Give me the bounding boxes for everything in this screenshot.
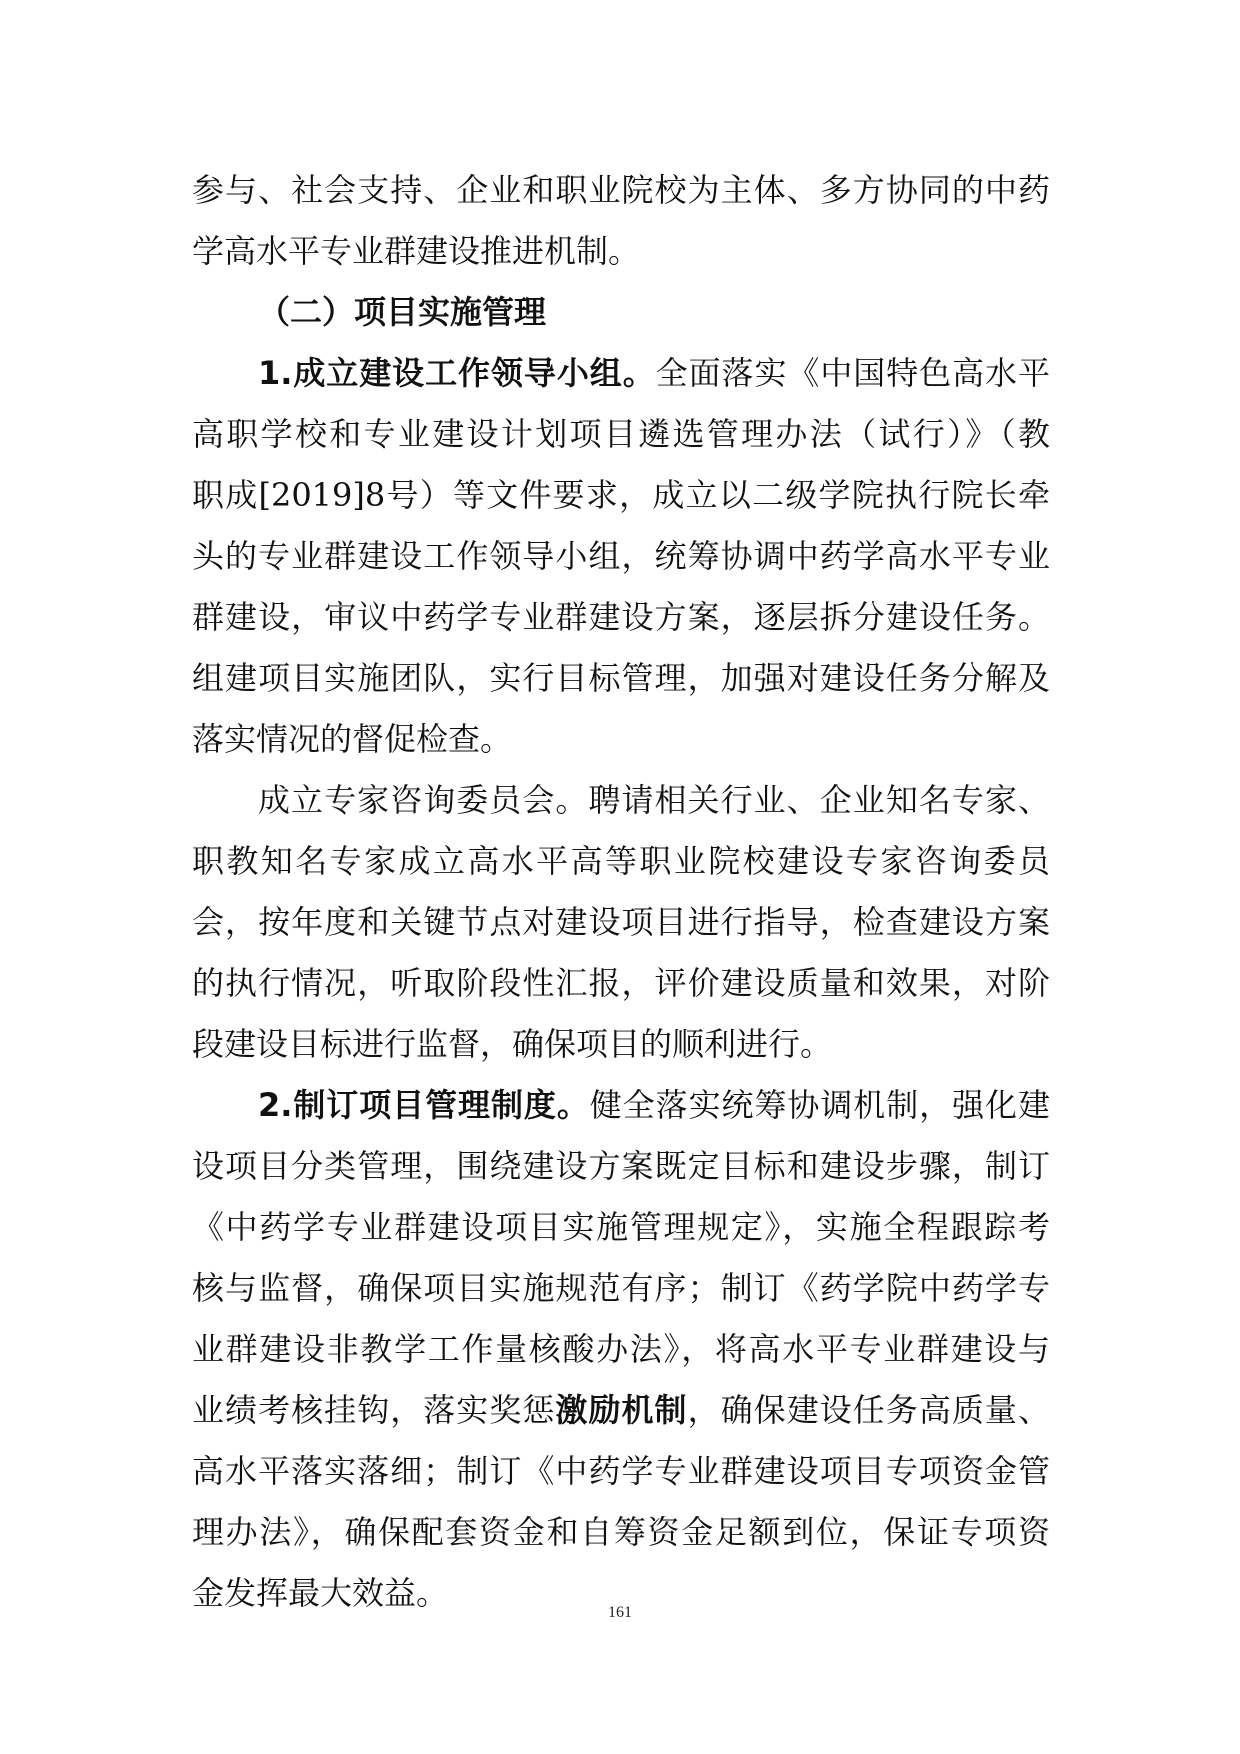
text-line: 组建项目实施团队，实行目标管理，加强对建设任务分解及 — [192, 659, 1050, 697]
paragraph-item2-first-line — [192, 1075, 1050, 1136]
text-line: 落实情况的督促检查。 — [192, 720, 513, 758]
text-span: ，确保建设任务高质量、 — [687, 1391, 1050, 1429]
text-line: 成立专家咨询委员会。聘请相关行业、企业知名专家、 — [258, 781, 1050, 819]
text-line: 《中药学专业群建设项目实施管理规定》，实施全程跟踪考 — [192, 1208, 1050, 1246]
text-line: 高职学校和专业建设计划项目遴选管理办法（试行）》（教 — [192, 415, 1050, 453]
text-span: 业绩考核挂钩，落实奖惩 — [192, 1391, 556, 1429]
text-line: 职教知名专家成立高水平高等职业院校建设专家咨询委员 — [192, 842, 1050, 880]
page-number: 161 — [608, 1604, 632, 1621]
text-line: 职成[2019]8号）等文件要求，成立以二级学院执行院长牵 — [192, 476, 1050, 514]
text-line: 理办法》，确保配套资金和自筹资金足额到位，保证专项资 — [192, 1513, 1050, 1551]
text-line-with-emphasis — [192, 1380, 1050, 1441]
text-line: 的执行情况，听取阶段性汇报，评价建设质量和效果，对阶 — [192, 964, 1050, 1002]
text-line: 金发挥最大效益。 — [192, 1574, 449, 1612]
paragraph-item1-first-line — [192, 343, 1050, 404]
text-line: 头的专业群建设工作领导小组，统筹协调中药学高水平专业 — [192, 537, 1050, 575]
text-line: 段建设目标进行监督，确保项目的顺利进行。 — [192, 1025, 833, 1063]
text-span: 全面落实《中国特色高水平 — [655, 354, 1050, 392]
text-line: 参与、社会支持、企业和职业院校为主体、多方协同的中药 — [192, 171, 1050, 209]
emphasis-text: 激励机制 — [555, 1391, 688, 1429]
text-line: 会，按年度和关键节点对建设项目进行指导，检查建设方案 — [192, 903, 1050, 941]
document-body — [192, 160, 1050, 1624]
text-line: 设项目分类管理，围绕建设方案既定目标和建设步骤，制订 — [192, 1147, 1050, 1185]
text-line: 学高水平专业群建设推进机制。 — [192, 232, 641, 270]
item1-title: 1.成立建设工作领导小组。 — [258, 354, 656, 392]
text-line: 高水平落实落细；制订《中药学专业群建设项目专项资金管 — [192, 1452, 1050, 1490]
section-heading: （二）项目实施管理 — [258, 293, 547, 331]
text-line: 核与监督，确保项目实施规范有序；制订《药学院中药学专 — [192, 1269, 1050, 1307]
item2-title: 2.制订项目管理制度。 — [258, 1086, 590, 1124]
text-line: 业群建设非教学工作量核酸办法》，将高水平专业群建设与 — [192, 1330, 1050, 1368]
text-line: 群建设，审议中药学专业群建设方案，逐层拆分建设任务。 — [192, 598, 1050, 636]
text-span: 健全落实统筹协调机制，强化建 — [589, 1086, 1050, 1124]
